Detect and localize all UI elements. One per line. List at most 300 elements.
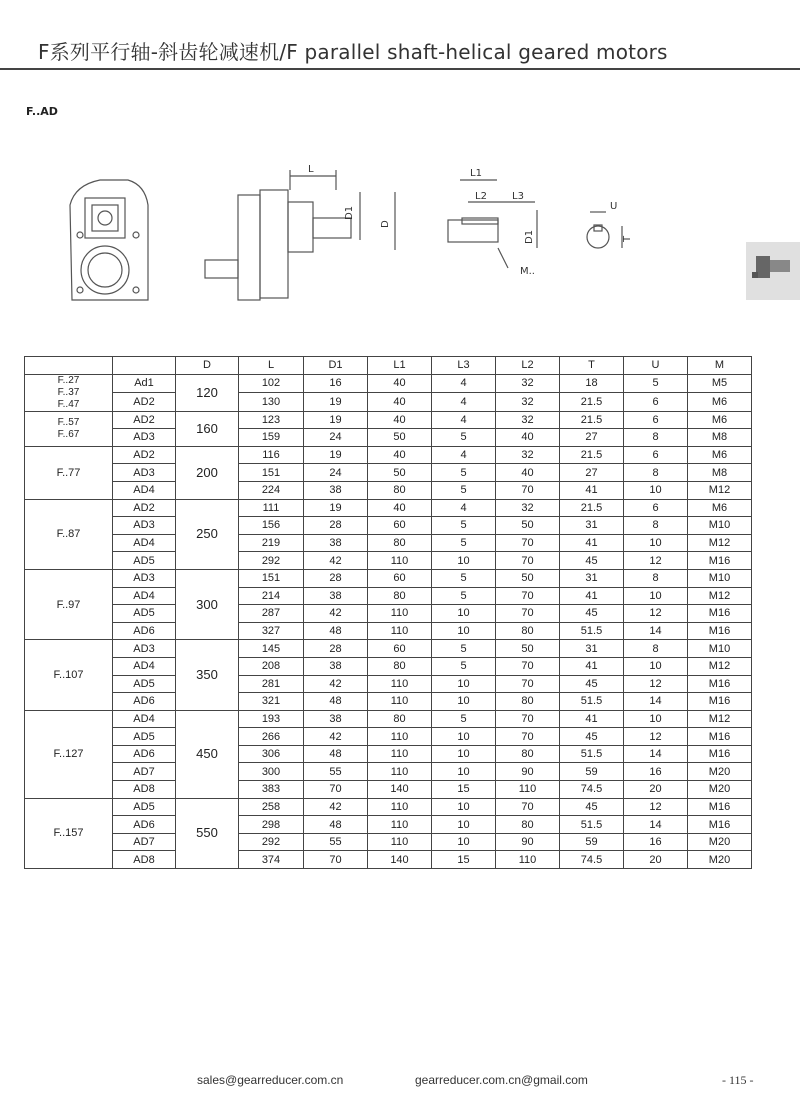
value-cell: 48 <box>304 816 368 834</box>
value-cell: 10 <box>624 587 688 605</box>
value-cell: 32 <box>496 393 560 412</box>
model-cell: F..97 <box>25 569 113 639</box>
value-cell: 374 <box>239 851 304 869</box>
value-cell: 42 <box>304 605 368 623</box>
table-row <box>25 393 752 412</box>
value-cell: 8 <box>624 640 688 658</box>
value-cell: M20 <box>688 763 752 781</box>
key-section-drawing <box>587 212 622 248</box>
value-cell: M16 <box>688 552 752 570</box>
col-header: L <box>239 357 304 375</box>
value-cell: 10 <box>624 710 688 728</box>
value-cell: M20 <box>688 781 752 799</box>
d-cell: 300 <box>176 569 239 639</box>
value-cell: 10 <box>432 675 496 693</box>
value-cell: 32 <box>496 499 560 517</box>
value-cell: 130 <box>239 393 304 412</box>
value-cell: M16 <box>688 693 752 711</box>
value-cell: 42 <box>304 675 368 693</box>
value-cell: 40 <box>496 429 560 447</box>
value-cell: M12 <box>688 481 752 499</box>
value-cell: 12 <box>624 675 688 693</box>
value-cell: 14 <box>624 622 688 640</box>
type-cell: AD5 <box>113 675 176 693</box>
table-row <box>25 587 752 605</box>
value-cell: 45 <box>560 798 624 816</box>
type-cell: AD3 <box>113 464 176 482</box>
table-row <box>25 374 752 393</box>
type-cell: AD5 <box>113 552 176 570</box>
type-cell: AD4 <box>113 587 176 605</box>
value-cell: 80 <box>496 622 560 640</box>
value-cell: 19 <box>304 411 368 429</box>
value-cell: 55 <box>304 833 368 851</box>
value-cell: 38 <box>304 481 368 499</box>
value-cell: 32 <box>496 446 560 464</box>
value-cell: 10 <box>432 833 496 851</box>
value-cell: 193 <box>239 710 304 728</box>
table-row <box>25 622 752 640</box>
value-cell: 14 <box>624 745 688 763</box>
value-cell: M10 <box>688 640 752 658</box>
value-cell: 60 <box>368 640 432 658</box>
col-header: M <box>688 357 752 375</box>
value-cell: 5 <box>432 534 496 552</box>
value-cell: 110 <box>368 798 432 816</box>
type-cell: AD5 <box>113 728 176 746</box>
technical-drawings <box>0 150 800 320</box>
value-cell: 4 <box>432 374 496 393</box>
side-view-drawing <box>205 170 395 300</box>
value-cell: 10 <box>432 622 496 640</box>
value-cell: M20 <box>688 851 752 869</box>
value-cell: 40 <box>368 393 432 412</box>
value-cell: 24 <box>304 429 368 447</box>
value-cell: 28 <box>304 569 368 587</box>
value-cell: 5 <box>432 481 496 499</box>
value-cell: 42 <box>304 798 368 816</box>
value-cell: 6 <box>624 393 688 412</box>
col-header: T <box>560 357 624 375</box>
value-cell: 6 <box>624 411 688 429</box>
value-cell: 51.5 <box>560 622 624 640</box>
value-cell: 40 <box>496 464 560 482</box>
value-cell: 10 <box>432 763 496 781</box>
value-cell: 110 <box>368 605 432 623</box>
header-rule <box>0 68 800 70</box>
value-cell: 80 <box>496 816 560 834</box>
value-cell: 110 <box>368 833 432 851</box>
value-cell: 50 <box>368 464 432 482</box>
value-cell: 41 <box>560 587 624 605</box>
model-cell: F..77 <box>25 446 113 499</box>
value-cell: 48 <box>304 622 368 640</box>
value-cell: 14 <box>624 693 688 711</box>
value-cell: 32 <box>496 374 560 393</box>
value-cell: 287 <box>239 605 304 623</box>
type-cell: AD5 <box>113 798 176 816</box>
value-cell: 31 <box>560 640 624 658</box>
value-cell: 10 <box>624 534 688 552</box>
value-cell: 327 <box>239 622 304 640</box>
table-row <box>25 728 752 746</box>
table-row <box>25 552 752 570</box>
col-header: D <box>176 357 239 375</box>
value-cell: 80 <box>368 534 432 552</box>
value-cell: 110 <box>368 693 432 711</box>
table-row <box>25 569 752 587</box>
table-row <box>25 429 752 447</box>
label-L2: L2 <box>475 191 487 202</box>
value-cell: 70 <box>304 851 368 869</box>
value-cell: 12 <box>624 728 688 746</box>
table-row <box>25 851 752 869</box>
value-cell: 70 <box>496 481 560 499</box>
model-cell: F..107 <box>25 640 113 710</box>
value-cell: 5 <box>432 569 496 587</box>
value-cell: M16 <box>688 816 752 834</box>
value-cell: 110 <box>368 816 432 834</box>
value-cell: 38 <box>304 587 368 605</box>
value-cell: 41 <box>560 657 624 675</box>
value-cell: 21.5 <box>560 393 624 412</box>
value-cell: 5 <box>432 640 496 658</box>
value-cell: 50 <box>496 569 560 587</box>
label-D: D <box>380 220 391 228</box>
table-row <box>25 657 752 675</box>
type-cell: Ad1 <box>113 374 176 393</box>
value-cell: 110 <box>368 745 432 763</box>
value-cell: M10 <box>688 517 752 535</box>
value-cell: 42 <box>304 552 368 570</box>
value-cell: 38 <box>304 710 368 728</box>
table-row <box>25 446 752 464</box>
value-cell: 27 <box>560 429 624 447</box>
table-row <box>25 640 752 658</box>
value-cell: 5 <box>432 464 496 482</box>
value-cell: M16 <box>688 728 752 746</box>
value-cell: 41 <box>560 534 624 552</box>
value-cell: 38 <box>304 657 368 675</box>
value-cell: 16 <box>304 374 368 393</box>
model-cell: F..27 F..37 F..47 <box>25 374 113 411</box>
value-cell: 219 <box>239 534 304 552</box>
table-row <box>25 816 752 834</box>
value-cell: M6 <box>688 393 752 412</box>
value-cell: 140 <box>368 781 432 799</box>
value-cell: 51.5 <box>560 745 624 763</box>
col-header <box>113 357 176 375</box>
value-cell: 42 <box>304 728 368 746</box>
value-cell: M12 <box>688 534 752 552</box>
value-cell: M16 <box>688 605 752 623</box>
value-cell: 12 <box>624 605 688 623</box>
value-cell: 298 <box>239 816 304 834</box>
col-header: U <box>624 357 688 375</box>
value-cell: 10 <box>624 481 688 499</box>
value-cell: 4 <box>432 499 496 517</box>
value-cell: 123 <box>239 411 304 429</box>
type-cell: AD8 <box>113 851 176 869</box>
table-row <box>25 833 752 851</box>
value-cell: 70 <box>496 587 560 605</box>
value-cell: 281 <box>239 675 304 693</box>
label-L: L <box>308 164 314 175</box>
d-cell: 250 <box>176 499 239 569</box>
value-cell: 19 <box>304 499 368 517</box>
label-M: M.. <box>520 266 535 277</box>
table-row <box>25 798 752 816</box>
value-cell: 110 <box>368 675 432 693</box>
col-header: D1 <box>304 357 368 375</box>
value-cell: 8 <box>624 429 688 447</box>
col-header: L3 <box>432 357 496 375</box>
value-cell: 4 <box>432 446 496 464</box>
value-cell: 80 <box>368 710 432 728</box>
table-row <box>25 675 752 693</box>
value-cell: 110 <box>368 763 432 781</box>
value-cell: 258 <box>239 798 304 816</box>
type-cell: AD4 <box>113 481 176 499</box>
value-cell: 321 <box>239 693 304 711</box>
value-cell: M16 <box>688 675 752 693</box>
value-cell: 10 <box>432 816 496 834</box>
table-row <box>25 534 752 552</box>
page-title: F系列平行轴-斜齿轮减速机/F parallel shaft-helical geared motors <box>38 40 668 64</box>
type-cell: AD4 <box>113 534 176 552</box>
type-cell: AD8 <box>113 781 176 799</box>
value-cell: 110 <box>496 851 560 869</box>
value-cell: 70 <box>496 605 560 623</box>
value-cell: 5 <box>624 374 688 393</box>
table-row <box>25 693 752 711</box>
value-cell: 20 <box>624 781 688 799</box>
gear-motor-icon <box>746 242 800 300</box>
value-cell: 5 <box>432 657 496 675</box>
value-cell: M6 <box>688 499 752 517</box>
value-cell: 70 <box>496 728 560 746</box>
value-cell: 41 <box>560 710 624 728</box>
value-cell: M16 <box>688 622 752 640</box>
value-cell: 16 <box>624 763 688 781</box>
value-cell: 15 <box>432 851 496 869</box>
value-cell: 5 <box>432 429 496 447</box>
value-cell: 50 <box>496 640 560 658</box>
value-cell: 10 <box>432 552 496 570</box>
value-cell: 27 <box>560 464 624 482</box>
value-cell: 48 <box>304 745 368 763</box>
type-cell: AD3 <box>113 640 176 658</box>
value-cell: 8 <box>624 569 688 587</box>
value-cell: 10 <box>432 605 496 623</box>
value-cell: 224 <box>239 481 304 499</box>
table-row <box>25 481 752 499</box>
value-cell: 31 <box>560 517 624 535</box>
value-cell: 110 <box>368 552 432 570</box>
value-cell: 383 <box>239 781 304 799</box>
label-L1: L1 <box>470 168 482 179</box>
type-cell: AD3 <box>113 517 176 535</box>
value-cell: 51.5 <box>560 816 624 834</box>
value-cell: 59 <box>560 833 624 851</box>
value-cell: 28 <box>304 640 368 658</box>
value-cell: 60 <box>368 517 432 535</box>
value-cell: M6 <box>688 446 752 464</box>
value-cell: 21.5 <box>560 411 624 429</box>
value-cell: 70 <box>496 534 560 552</box>
model-cell: F..157 <box>25 798 113 868</box>
col-header: L1 <box>368 357 432 375</box>
value-cell: 38 <box>304 534 368 552</box>
value-cell: 41 <box>560 481 624 499</box>
table-row <box>25 517 752 535</box>
label-U: U <box>610 201 618 212</box>
page-number: - 115 - <box>722 1073 754 1087</box>
type-cell: AD2 <box>113 499 176 517</box>
value-cell: M12 <box>688 587 752 605</box>
value-cell: 111 <box>239 499 304 517</box>
value-cell: 24 <box>304 464 368 482</box>
value-cell: M8 <box>688 429 752 447</box>
value-cell: 45 <box>560 675 624 693</box>
value-cell: 300 <box>239 763 304 781</box>
d-cell: 350 <box>176 640 239 710</box>
table-header-row <box>25 357 752 375</box>
table-row <box>25 710 752 728</box>
type-cell: AD6 <box>113 622 176 640</box>
value-cell: 5 <box>432 587 496 605</box>
value-cell: 45 <box>560 728 624 746</box>
value-cell: 50 <box>368 429 432 447</box>
value-cell: 40 <box>368 411 432 429</box>
value-cell: 12 <box>624 798 688 816</box>
value-cell: 28 <box>304 517 368 535</box>
table-row <box>25 499 752 517</box>
type-cell: AD4 <box>113 657 176 675</box>
value-cell: 19 <box>304 393 368 412</box>
col-header <box>25 357 113 375</box>
footer-email-gmail: gearreducer.com.cn@gmail.com <box>415 1073 588 1087</box>
value-cell: 32 <box>496 411 560 429</box>
type-cell: AD6 <box>113 745 176 763</box>
value-cell: 151 <box>239 569 304 587</box>
value-cell: M5 <box>688 374 752 393</box>
type-cell: AD6 <box>113 693 176 711</box>
value-cell: 4 <box>432 411 496 429</box>
value-cell: M16 <box>688 798 752 816</box>
d-cell: 200 <box>176 446 239 499</box>
value-cell: 48 <box>304 693 368 711</box>
d-cell: 120 <box>176 374 239 411</box>
value-cell: 266 <box>239 728 304 746</box>
value-cell: M10 <box>688 569 752 587</box>
value-cell: 70 <box>496 657 560 675</box>
value-cell: 15 <box>432 781 496 799</box>
value-cell: 21.5 <box>560 446 624 464</box>
value-cell: M8 <box>688 464 752 482</box>
col-header: L2 <box>496 357 560 375</box>
value-cell: M20 <box>688 833 752 851</box>
value-cell: M16 <box>688 745 752 763</box>
type-cell: AD5 <box>113 605 176 623</box>
d-cell: 450 <box>176 710 239 798</box>
value-cell: 40 <box>368 374 432 393</box>
value-cell: 156 <box>239 517 304 535</box>
value-cell: 159 <box>239 429 304 447</box>
label-D1: D1 <box>344 205 355 220</box>
value-cell: 110 <box>496 781 560 799</box>
table-row <box>25 605 752 623</box>
model-cell: F..57 F..67 <box>25 411 113 446</box>
value-cell: 6 <box>624 446 688 464</box>
value-cell: 214 <box>239 587 304 605</box>
type-cell: AD3 <box>113 569 176 587</box>
type-cell: AD7 <box>113 763 176 781</box>
section-code: F..AD <box>26 105 58 118</box>
value-cell: 10 <box>432 693 496 711</box>
value-cell: 50 <box>496 517 560 535</box>
value-cell: 5 <box>432 517 496 535</box>
value-cell: 80 <box>368 587 432 605</box>
value-cell: 74.5 <box>560 851 624 869</box>
label-D1-shaft: D1 <box>524 229 535 244</box>
value-cell: 90 <box>496 833 560 851</box>
value-cell: 145 <box>239 640 304 658</box>
value-cell: 70 <box>496 552 560 570</box>
type-cell: AD7 <box>113 833 176 851</box>
table-row <box>25 781 752 799</box>
value-cell: 60 <box>368 569 432 587</box>
value-cell: 140 <box>368 851 432 869</box>
value-cell: 45 <box>560 552 624 570</box>
dimensions-table <box>24 356 752 869</box>
type-cell: AD6 <box>113 816 176 834</box>
value-cell: 80 <box>496 693 560 711</box>
value-cell: 40 <box>368 446 432 464</box>
value-cell: 102 <box>239 374 304 393</box>
value-cell: 16 <box>624 833 688 851</box>
value-cell: 6 <box>624 499 688 517</box>
value-cell: 116 <box>239 446 304 464</box>
value-cell: 80 <box>496 745 560 763</box>
value-cell: M12 <box>688 710 752 728</box>
value-cell: 8 <box>624 464 688 482</box>
table-row <box>25 411 752 429</box>
footer-email-sales: sales@gearreducer.com.cn <box>197 1073 344 1087</box>
chapter-tab <box>746 242 800 300</box>
value-cell: 10 <box>432 798 496 816</box>
table-row <box>25 464 752 482</box>
type-cell: AD2 <box>113 411 176 429</box>
value-cell: 151 <box>239 464 304 482</box>
value-cell: 18 <box>560 374 624 393</box>
value-cell: M6 <box>688 411 752 429</box>
value-cell: 10 <box>432 745 496 763</box>
value-cell: 10 <box>432 728 496 746</box>
table-row <box>25 763 752 781</box>
model-cell: F..127 <box>25 710 113 798</box>
value-cell: 70 <box>304 781 368 799</box>
value-cell: 5 <box>432 710 496 728</box>
value-cell: 14 <box>624 816 688 834</box>
value-cell: 306 <box>239 745 304 763</box>
type-cell: AD4 <box>113 710 176 728</box>
table-body <box>25 374 752 868</box>
value-cell: 40 <box>368 499 432 517</box>
value-cell: 31 <box>560 569 624 587</box>
value-cell: 51.5 <box>560 693 624 711</box>
value-cell: 19 <box>304 446 368 464</box>
